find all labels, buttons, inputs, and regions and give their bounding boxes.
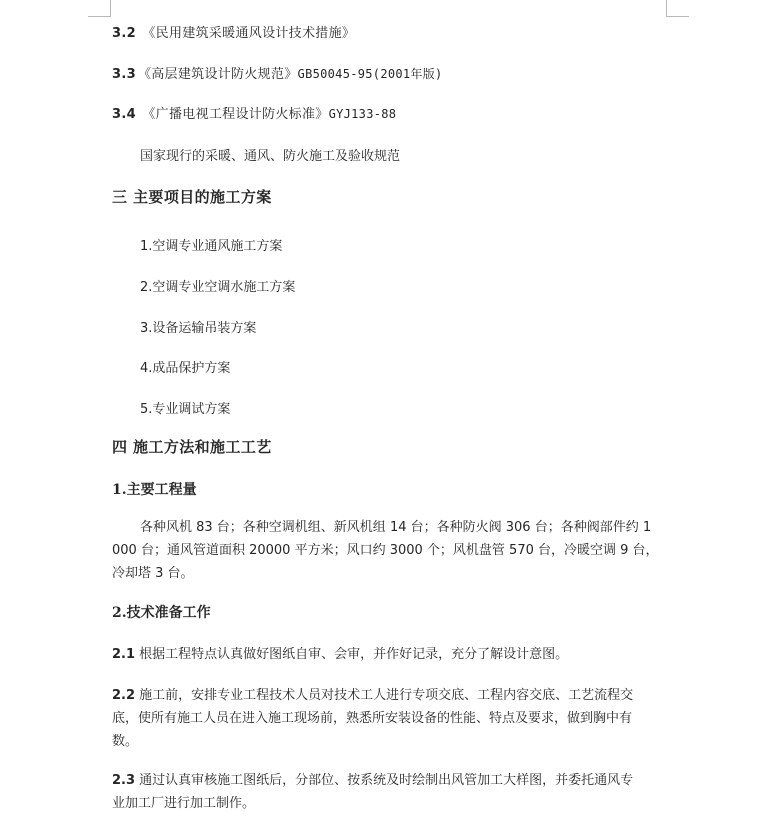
paragraph-2-2-line-1: 2.2 施工前，安排专业工程技术人员对技术工人进行专项交底、工程内容交底、工艺流程交 xyxy=(112,688,634,703)
quantities-line-1: 各种风机 83 台；各种空调机组、新风机组 14 台；各种防火阀 306 台；各种阀部件约 1 xyxy=(140,520,652,535)
section-4-title: 四 施工方法和施工工艺 xyxy=(112,438,272,456)
scheme-item: 3.设备运输吊装方案 xyxy=(140,321,257,336)
quantities-line-2: 000 台；通风管道面积 20000 平方米；风口约 3000 个；风机盘管 570 台，冷暖空调 9 台， xyxy=(112,543,659,558)
scheme-item: 1.空调专业通风施工方案 xyxy=(140,239,283,254)
quantities-line-3: 冷却塔 3 台。 xyxy=(112,566,194,581)
paragraph-2-2-line-2: 底，使所有施工人员在进入施工现场前，熟悉所安装设备的性能、特点及要求，做到胸中有 xyxy=(112,711,633,726)
subsection-2-title: 2.技术准备工作 xyxy=(112,605,211,621)
reference-3-2: 3.2 《民用建筑采暖通风设计技术措施》 xyxy=(112,26,356,41)
paragraph-2-3-line-2: 业加工厂进行加工制作。 xyxy=(112,796,256,811)
scheme-item: 4.成品保护方案 xyxy=(140,361,231,376)
section-3-title: 三 主要项目的施工方案 xyxy=(112,188,272,206)
national-codes-text: 国家现行的采暖、通风、防火施工及验收规范 xyxy=(140,149,401,164)
paragraph-2-3-line-1: 2.3 通过认真审核施工图纸后，分部位、按系统及时绘制出风管加工大样图，并委托通风专 xyxy=(112,773,634,788)
paragraph-2-2-line-3: 数。 xyxy=(112,734,139,749)
scheme-item: 5.专业调试方案 xyxy=(140,402,231,417)
paragraph-2-1: 2.1 根据工程特点认真做好图纸自审、会审，并作好记录，充分了解设计意图。 xyxy=(112,647,569,662)
reference-3-3: 3.3 《高层建筑设计防火规范》GB50045-95(2001年版) xyxy=(112,67,443,82)
scheme-item: 2.空调专业空调水施工方案 xyxy=(140,280,296,295)
reference-3-4: 3.4 《广播电视工程设计防火标准》GYJ133-88 xyxy=(112,107,397,122)
subsection-1-title: 1.主要工程量 xyxy=(112,482,197,498)
